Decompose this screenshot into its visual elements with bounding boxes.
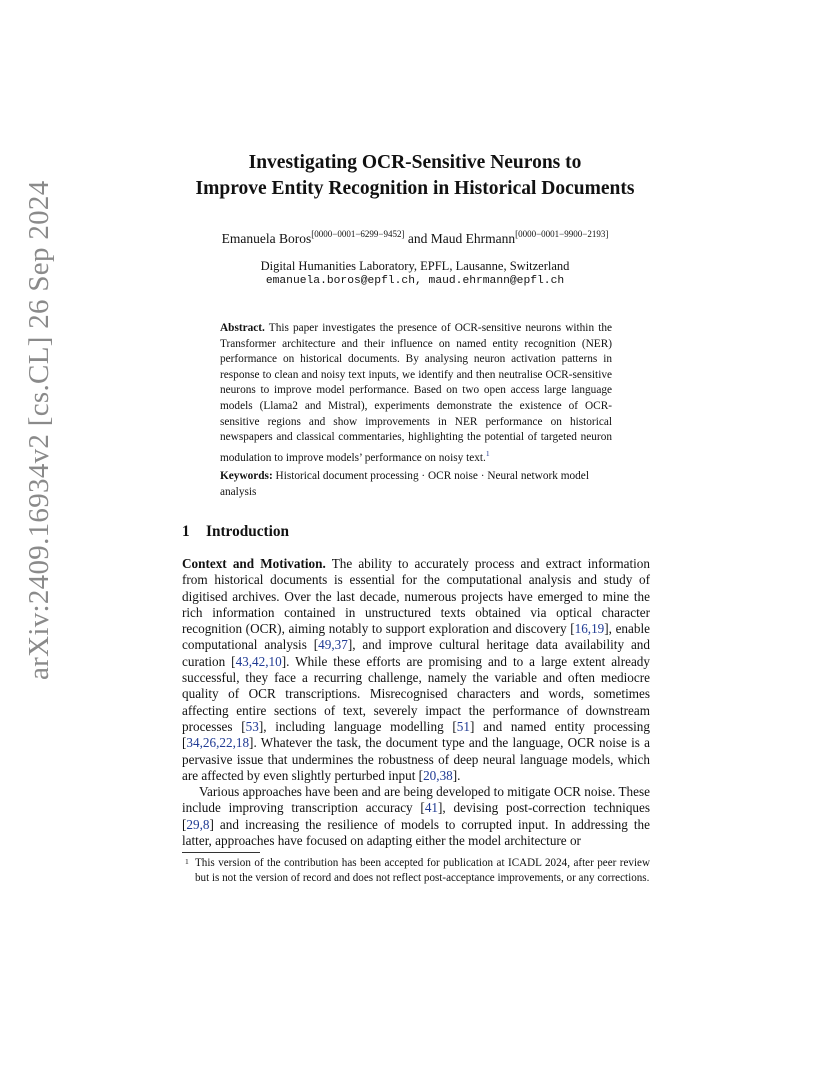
paragraph-1-label: Context and Motivation. (182, 556, 326, 571)
title-line-1: Investigating OCR-Sensitive Neurons to (248, 152, 582, 173)
text-run: Various approaches have been and are being developed to mitigate OCR noise. These include improving transcription accuracy [ (182, 784, 650, 816)
keywords-label: Keywords: (220, 470, 273, 482)
paragraph-2 (182, 784, 650, 849)
citation-link[interactable]: 34,26,22,18 (186, 735, 250, 751)
citation-link[interactable]: 49,37 (318, 637, 348, 653)
citation-link[interactable]: 53 (245, 718, 259, 734)
section-heading (182, 523, 289, 541)
author-list (160, 229, 670, 247)
author-1-name: Emanuela Boros (221, 231, 312, 246)
introduction-body (182, 556, 650, 849)
paragraph-1 (182, 556, 650, 784)
citation-link[interactable]: 43,42,10 (235, 653, 282, 669)
abstract (220, 321, 612, 466)
text-run: ]. (452, 767, 461, 783)
title-line-2: Improve Entity Recognition in Historical Documents (195, 178, 635, 199)
author-emails[interactable]: emanuela.boros@epfl.ch, maud.ehrmann@epfl.ch (265, 275, 565, 287)
text-run: ], including language modelling [ (258, 718, 457, 734)
keywords-text: Historical document processing · OCR noise · Neural network model analysis (220, 470, 589, 498)
keywords (220, 469, 612, 500)
text-run: ], and improve cultural heritage data availability and curation [ (182, 637, 650, 669)
section-number: 1 (182, 523, 190, 540)
author-1-orcid[interactable]: [0000−0001−6299−9452] (311, 229, 405, 239)
footnote-mark: 1 (185, 857, 189, 866)
footnote-divider (182, 852, 260, 853)
citation-link[interactable]: 29,8 (186, 816, 210, 832)
abstract-footnote-mark[interactable]: 1 (485, 448, 490, 458)
author-2-name: Maud Ehrmann (430, 231, 516, 246)
affiliation: Digital Humanities Laboratory, EPFL, Lausanne, Switzerland (260, 259, 570, 273)
footnote (182, 856, 650, 885)
section-title: Introduction (206, 523, 290, 540)
citation-link[interactable]: 16,19 (574, 621, 605, 637)
citation-link[interactable]: 20,38 (423, 767, 453, 783)
citation-link[interactable]: 51 (456, 718, 470, 734)
text-run: ], enable computational analysis [ (182, 621, 650, 653)
text-run: The ability to accurately process and extract information from historical documents is essential for the computational analysis and study of digitised archives. Over the last decade, numerous projects have emerged to mine the rich information contained in unstructured texts obtained via optical character recognition (OCR), aiming notably to support exploration and discovery [ (182, 556, 650, 637)
citation-link[interactable]: 41 (424, 800, 439, 816)
text-run: ]. Whatever the task, the document type and the language, OCR noise is a pervasive issue that undermines the robustness of deep neural language models, which are affected by even slightly perturbed input [ (182, 735, 650, 783)
text-run: ], devising post-correction techniques [ (182, 800, 650, 832)
paper-title (160, 150, 670, 202)
text-run: ] and increasing the resilience of models to corrupted input. In addressing the latter, approaches have focused on adapting either the model architecture or (182, 816, 650, 849)
arxiv-identifier[interactable]: arXiv:2409.16934v2 [cs.CL] 26 Sep 2024 (23, 180, 55, 680)
author-2-orcid[interactable]: [0000−0001−9900−2193] (515, 229, 609, 239)
author-conjunction: and (404, 231, 431, 246)
abstract-text: This paper investigates the presence of OCR-sensitive neurons within the Transformer architecture and their influence on named entity recognition (NER) performance on historical documents. By analysing neuron activation patterns in response to clean and noisy text inputs, we identify and then neutralise OCR-sensitive neurons to improve model performance. Based on two open access large language models (Llama2 and Mistral), experiments demonstrate the existence of OCR-sensitive regions and show improvements in NER performance on historical newspapers and classical commentaries, highlighting the potential of targeted neuron modulation to improve models’ performance on noisy text. (220, 322, 613, 464)
abstract-label: Abstract. (220, 322, 265, 334)
text-run: ]. While these efforts are promising and to a large extent already successful, they face a recurring challenge, namely the variable and often mediocre quality of OCR transcriptions. Misrecognised characters and words, sometimes affecting entire sections of text, severely impact the performance of downstream processes [ (182, 653, 650, 734)
text-run: ] and named entity processing [ (182, 718, 650, 751)
footnote-text: This version of the contribution has been accepted for publication at ICADL 2024, after peer review but is not the version of record and does not reflect post-acceptance improvements, or any corrections. (195, 857, 650, 884)
